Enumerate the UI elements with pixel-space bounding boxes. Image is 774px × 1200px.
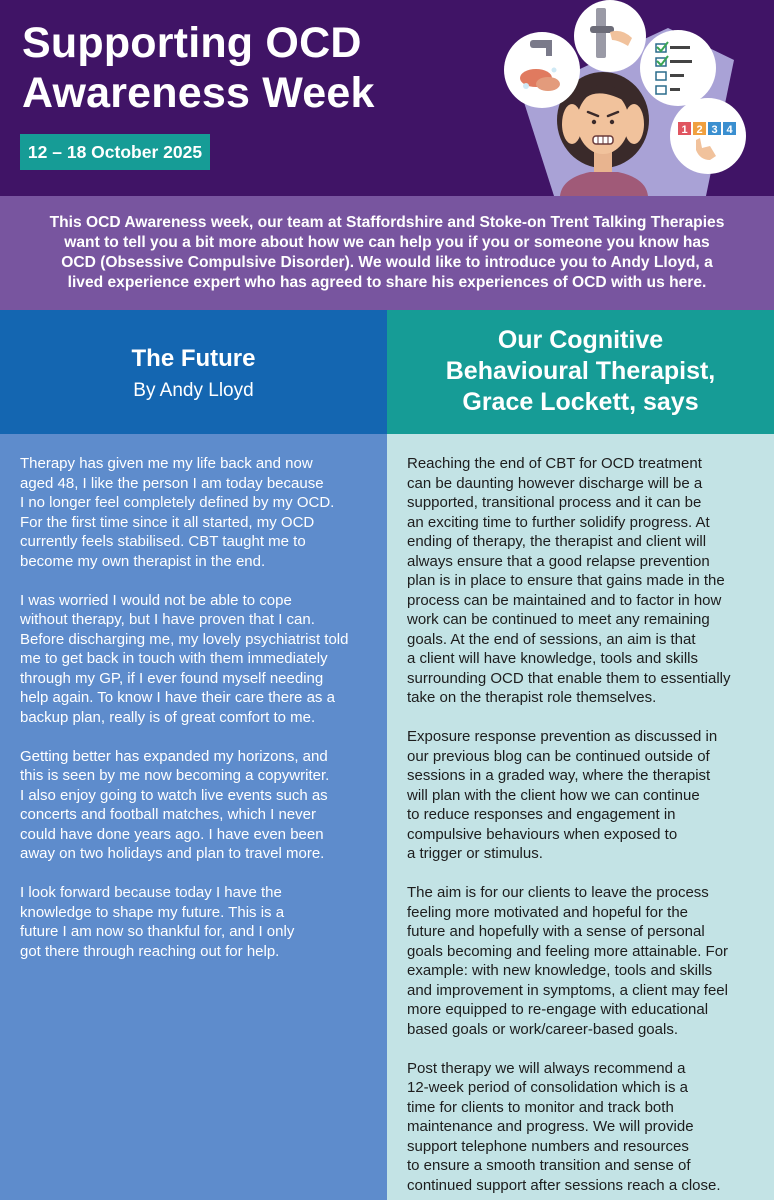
text-line: surrounding OCD that enable them to essentially (407, 669, 731, 687)
text-line: For the first time since it all started, my OCD (20, 513, 315, 531)
right-heading-line-3: Grace Lockett, says (462, 388, 699, 416)
text-line: a trigger or stimulus. (407, 845, 543, 862)
text-line: take on the therapist role themselves. (407, 689, 657, 706)
ocd-illustration (490, 0, 774, 196)
text-line: work can be continued to meet any remaining (407, 611, 710, 628)
text-line: without therapy, but I have proven that I can. (20, 611, 315, 628)
text-line: Reaching the end of CBT for OCD treatment (407, 455, 702, 472)
text-line: always ensure that a good relapse prevention (407, 552, 710, 570)
text-line: more equipped to re-engage with educational (407, 1001, 709, 1018)
left-column-heading: The Future (131, 345, 256, 372)
checklist-icon (640, 30, 716, 106)
text-line: I no longer feel completely defined by my OCD. (20, 494, 335, 511)
text-line: and improvement in symptoms, a client may feel (407, 981, 728, 999)
svg-text:2: 2 (696, 124, 703, 136)
right-column-header (387, 310, 774, 434)
text-line: our previous blog can be continued outside of (407, 747, 710, 765)
text-line: Exposure response prevention as discussed in (407, 728, 718, 745)
text-line: will plan with the client how we can continue (407, 786, 700, 804)
text-line: supported, transitional process and it can be (407, 494, 702, 511)
text-line: I look forward because today I have the (20, 884, 282, 901)
text-line: I also enjoy going to watch live events such as (20, 786, 328, 804)
title-line-2: Awareness Week (22, 69, 375, 117)
text-line: future I am now so thankful for, and I only (20, 923, 295, 940)
intro-text: This OCD Awareness week, our team at Staffordshire and Stoke-on Trent Talking Therapies want to tell you a bit more about how we can help you if you or someone you know has OCD (Obsessive Compulsive Disorder). We would like to introduce you to Andy Lloyd, a lived experience expert who has agreed to share his experiences of OCD with us here. (49, 214, 725, 291)
text-line: feeling more motivated and hopeful for the (407, 903, 689, 921)
text-line: I was worried I would not be able to cope (20, 591, 292, 609)
text-line: Therapy has given me my life back and now (20, 455, 313, 472)
right-heading-line-1: Our Cognitive (497, 326, 664, 354)
svg-text:4: 4 (726, 124, 733, 136)
text-line: become my own therapist in the end. (20, 552, 266, 570)
text-line: continued support after sessions reach a close. (407, 1176, 721, 1194)
text-line: plan is in place to ensure that gains made in the (407, 572, 725, 589)
text-line: this is seen by me now becoming a copywriter. (20, 767, 330, 784)
text-line: future and hopefully with a sense of personal (407, 923, 705, 940)
intro-banner (0, 196, 774, 310)
paragraph (20, 883, 367, 961)
text-line: goals becoming and feeling more attainable. For (407, 942, 729, 960)
counting-numbers-icon (670, 98, 746, 174)
text-line: away on two holidays and plan to travel more. (20, 845, 325, 862)
author-byline: By Andy Lloyd (133, 380, 254, 401)
text-line: a client will have knowledge, tools and skills (407, 650, 698, 667)
text-line: backup plan, really is of great comfort to me. (20, 708, 316, 726)
text-line: process can be maintained and to factor in how (407, 591, 722, 609)
text-line: currently feels stabilised. CBT taught me to (20, 533, 306, 550)
text-line: could have done years ago. I have even been (20, 825, 324, 843)
title-line-1: Supporting OCD (22, 19, 362, 67)
text-line: to reduce responses and engagement in (407, 806, 676, 823)
text-line: me to get back in touch with them immediately (20, 650, 328, 667)
door-handle-icon (574, 0, 646, 72)
text-line: 12-week period of consolidation which is a (407, 1079, 688, 1096)
left-column-body (0, 434, 387, 1200)
text-line: through my GP, if I ever found myself needing (20, 669, 324, 687)
text-line: example: with new knowledge, tools and skills (407, 962, 713, 979)
text-line: concerts and football matches, which I never (20, 806, 316, 823)
paragraph (407, 454, 758, 708)
text-line: maintenance and progress. We will provide (407, 1118, 694, 1135)
paragraph (20, 454, 367, 571)
text-line: sessions in a graded way, where the therapist (407, 767, 711, 784)
text-line: knowledge to shape my future. This is a (20, 903, 285, 921)
text-line: Before discharging me, my lovely psychiatrist told (20, 630, 349, 648)
right-column-body (387, 434, 774, 1200)
text-line: goals. At the end of sessions, an aim is that (407, 630, 696, 648)
right-column-text (387, 434, 774, 1195)
text-line: aged 48, I like the person I am today because (20, 474, 324, 492)
hand-washing-icon (504, 32, 580, 108)
text-line: Getting better has expanded my horizons, and (20, 747, 328, 765)
paragraph (20, 591, 367, 728)
paragraph (407, 883, 758, 1039)
paragraph (407, 1059, 758, 1196)
date-badge: 12 – 18 October 2025 (20, 134, 210, 170)
svg-text:1: 1 (681, 124, 688, 136)
paragraph (407, 727, 758, 864)
text-line: to ensure a smooth transition and sense of (407, 1157, 691, 1174)
left-column-header (0, 310, 387, 434)
text-line: compulsive behaviours when exposed to (407, 825, 678, 843)
text-line: The aim is for our clients to leave the process (407, 884, 709, 901)
text-line: ending of therapy, the therapist and client will (407, 533, 707, 550)
header-banner (0, 0, 774, 196)
text-line: based goals or work/career-based goals. (407, 1020, 678, 1038)
right-column-heading (387, 310, 774, 418)
text-line: help again. To know I have their care there as a (20, 689, 335, 706)
text-line: got there through reaching out for help. (20, 942, 280, 960)
page-title (22, 18, 375, 118)
text-line: an exciting time to further solidify progress. At (407, 513, 710, 531)
right-heading-line-2: Behavioural Therapist, (445, 357, 716, 385)
text-line: Post therapy we will always recommend a (407, 1059, 686, 1077)
text-line: support telephone numbers and resources (407, 1137, 689, 1155)
paragraph (20, 747, 367, 864)
text-line: time for clients to monitor and track both (407, 1098, 674, 1116)
left-column-text (0, 434, 387, 961)
text-line: can be daunting however discharge will be a (407, 474, 703, 492)
svg-text:3: 3 (711, 124, 718, 136)
